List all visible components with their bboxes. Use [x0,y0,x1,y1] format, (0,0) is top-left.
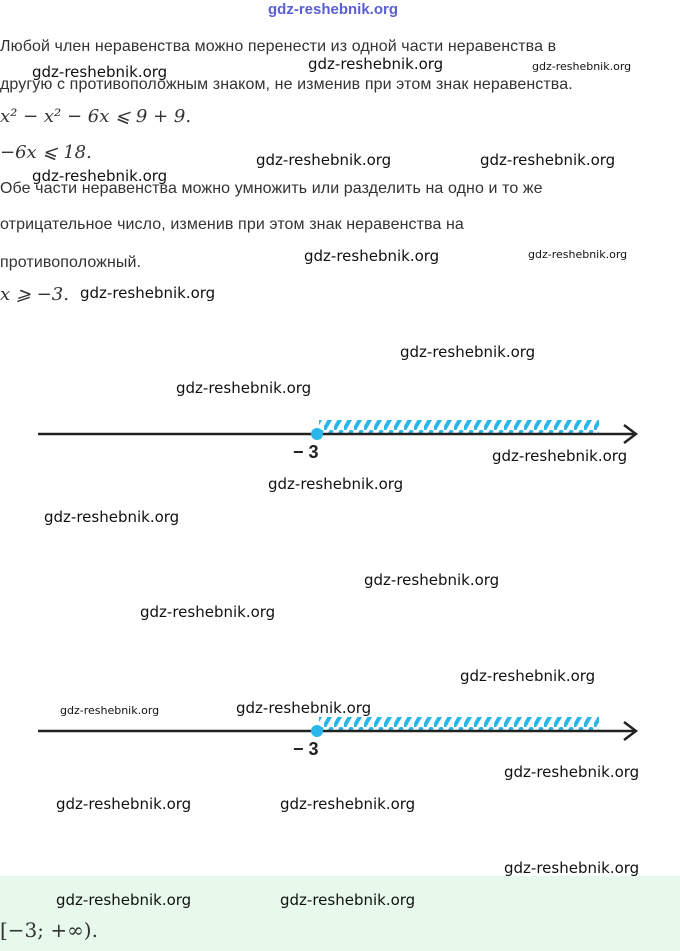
watermark: gdz-reshebnik.org [268,475,404,493]
watermark: gdz-reshebnik.org [504,859,640,877]
watermark: gdz-reshebnik.org [400,343,536,361]
step2-text-line1: Обе части неравенства можно умножить или разделить на одно и то же [0,180,543,197]
point-label-1: − 3 [293,442,319,462]
solution-region-hatch [319,717,599,730]
step2-text-line3: противоположный. [0,254,142,271]
watermark: gdz-reshebnik.org [140,603,276,621]
watermark: gdz-reshebnik.org [304,247,440,265]
watermark: gdz-reshebnik.org [32,63,168,81]
point-minus-3 [311,725,323,737]
watermark: gdz-reshebnik.org [236,699,372,717]
number-line-2 [34,713,646,753]
answer-box [0,876,680,951]
watermark: gdz-reshebnik.org [44,508,180,526]
watermark: gdz-reshebnik.org [504,763,640,781]
watermark: gdz-reshebnik.org [532,60,632,73]
watermark: gdz-reshebnik.org [308,55,444,73]
watermark: gdz-reshebnik.org [364,571,500,589]
step1-text-line2: другую с противоположным знаком, не изменив при этом знак неравенства. [0,76,573,93]
equation-2: −6x ⩽ 18. [0,142,92,163]
watermark: gdz-reshebnik.org [480,151,616,169]
watermark: gdz-reshebnik.org [176,379,312,397]
watermark: gdz-reshebnik.org [56,795,192,813]
watermark: gdz-reshebnik.org [528,248,628,261]
watermark: gdz-reshebnik.org [492,447,628,465]
watermark: gdz-reshebnik.org [280,891,416,909]
solution-region-hatch [319,420,599,433]
equation-1: x² − x² − 6x ⩽ 9 + 9. [0,106,192,127]
step2-text-line2: отрицательное число, изменив при этом знак неравенства на [0,216,464,233]
watermark: gdz-reshebnik.org [60,704,160,717]
point-minus-3 [311,428,323,440]
answer-text: [−3; +∞). [0,918,98,942]
watermark: gdz-reshebnik.org [56,891,192,909]
equation-3: x ⩾ −3. [0,284,69,305]
watermark: gdz-reshebnik.org [32,167,168,185]
step1-text-line1: Любой член неравенства можно перенести из одной части неравенства в [0,38,557,55]
watermark: gdz-reshebnik.org [460,667,596,685]
site-header-link[interactable]: gdz-reshebnik.org [268,1,399,18]
watermark: gdz-reshebnik.org [80,284,216,302]
watermark: gdz-reshebnik.org [280,795,416,813]
point-label-2: − 3 [293,739,319,759]
watermark: gdz-reshebnik.org [256,151,392,169]
